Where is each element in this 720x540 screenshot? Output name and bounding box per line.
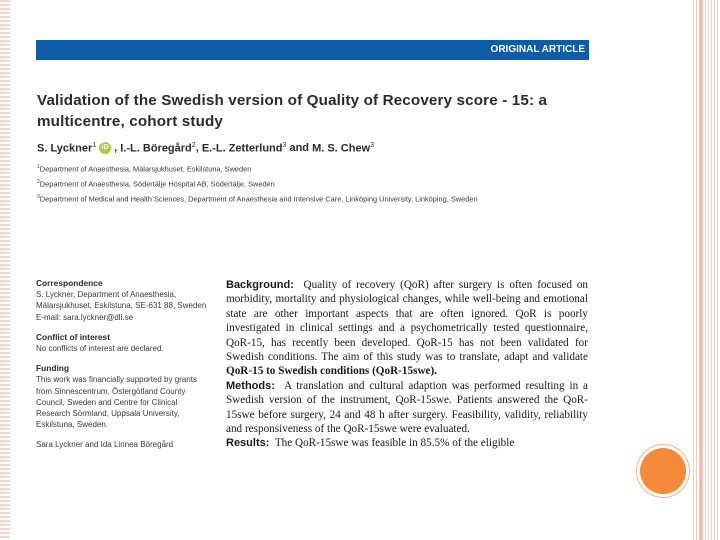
orcid-icon[interactable]: iD — [99, 142, 111, 154]
slide-frame-left — [0, 0, 10, 540]
funding-line: Council, Sweden and Centre for Clinical — [36, 397, 178, 407]
correspondence-heading: Correspondence — [36, 278, 103, 288]
abstract-background: Background: Quality of recovery (QoR) after surgery is often focused on morbidity, mortality and physiological changes, while well-being and emotional state are other important aspects that are often ignored. QoR is poorly investigated in clinical settings and a psychometrically tested questionnaire, QoR-15, has recently been developed. QoR-15 has not been validated for Swedish conditions. The aim of this study was to translate, adapt and validate QoR-15 to Swedish conditions (QoR-15swe). — [226, 279, 589, 378]
funding-line: This work was financially supported by grants — [36, 375, 197, 385]
abstract-results: Results: The QoR-15swe was feasible in 85.5% of the eligible — [226, 437, 515, 450]
sidebar-note: Sara Lyckner and Ida Linnea Böregård — [36, 440, 174, 450]
affiliation: $^2$Department of Anaesthesia, Södertälje Hospital AB, Södertälje, Sweden — [37, 178, 275, 189]
correspondence-line: Mälarsjukhuset, Eskilstuna, SE-631 88, Sweden — [36, 301, 207, 311]
correspondence-line: S. Lyckner, Department of Anaesthesia, — [36, 290, 177, 300]
conflict-heading: Conflict of interest — [36, 331, 110, 342]
slide-frame-right — [693, 0, 720, 540]
article-type-label: ORIGINAL ARTICLE — [490, 44, 585, 55]
author: E.-L. Zetterlund$^3$ — [201, 142, 287, 155]
affiliation: $^1$Department of Anaesthesia, Mälarsjukhuset, Eskilstuna, Sweden — [37, 163, 252, 174]
abstract — [226, 278, 588, 451]
author: S. Lyckner$^1$ — [37, 142, 97, 155]
funding-heading: Funding — [36, 363, 70, 374]
abstract-methods: Methods: A translation and cultural adaption was performed resulting in a Swedish version of the instrument, QoR-15swe. Patients answered the QoR-15swe before surgery, 24 and 48 h after surgery. Feasibility, validity, reliability and responsiveness of the QoR-15swe were evaluated. — [226, 379, 588, 436]
funding-line: from Sinnescentrum, Östergötland County — [36, 386, 186, 396]
paper-title: Validation of the Swedish version of Quality of Recovery score - 15: a multicentre, cohort study — [37, 92, 548, 130]
correspondence-email[interactable]: E-mail: sara.lyckner@dll.se — [36, 312, 134, 322]
funding-line: Eskilstuna, Sweden. — [36, 420, 109, 430]
conflict-line: No conflicts of interest are declared. — [36, 344, 164, 354]
affiliation: $^3$Department of Medical and Health Sciences, Department of Anaesthesia and Intensive Care, Linköping University, Linköping, Sweden — [37, 193, 478, 204]
accent-circle — [640, 448, 686, 494]
affiliations — [37, 161, 589, 206]
author: I.-L. Böregård$^2$ — [120, 142, 196, 155]
article-sidebar — [36, 278, 221, 451]
paper-page — [36, 40, 589, 480]
funding-line: Research Sörmland, Uppsala University, — [36, 409, 180, 419]
slide-frame-rule — [700, 0, 702, 540]
author-list: S. Lyckner$^1$ iD , I.-L. Böregård$^2$ , E.-L. Zetterlund$^3$ and M. S. Chew$^3$ — [37, 142, 375, 155]
article-type-bar — [36, 40, 589, 60]
author: M. S. Chew$^3$ — [312, 142, 375, 155]
